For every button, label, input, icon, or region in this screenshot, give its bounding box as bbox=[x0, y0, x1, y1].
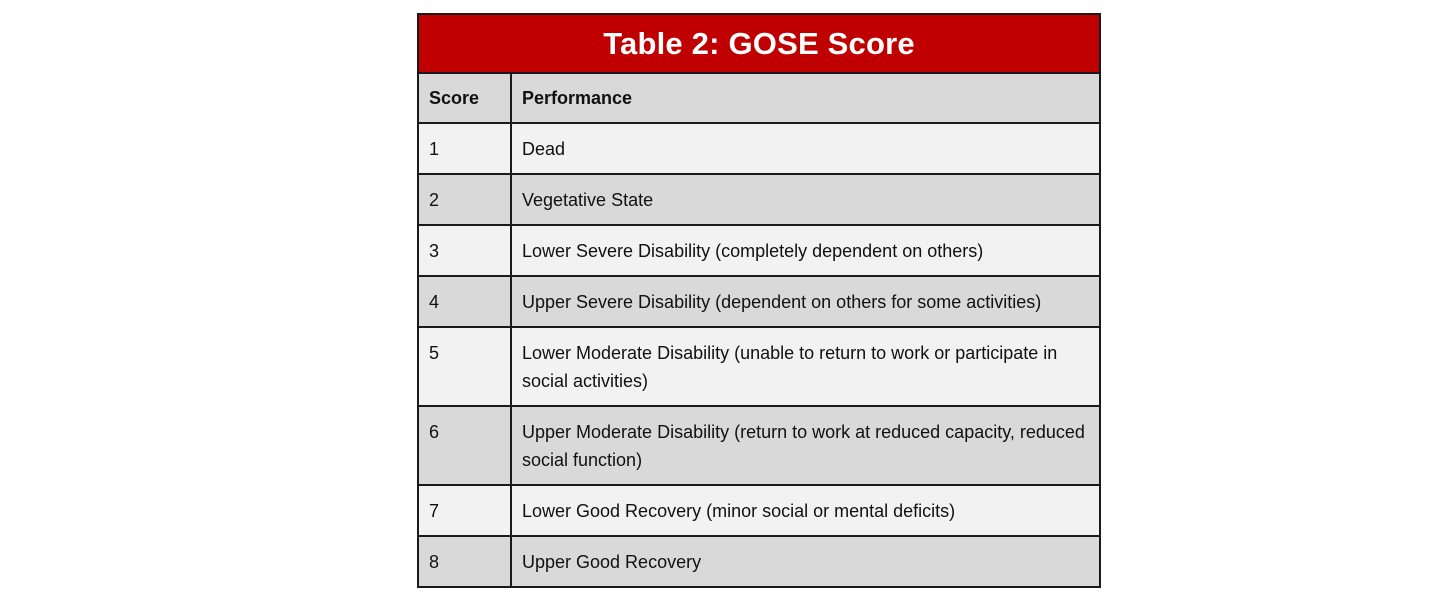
score-cell: 5 bbox=[419, 327, 511, 406]
performance-cell: Lower Good Recovery (minor social or mental deficits) bbox=[511, 485, 1099, 536]
gose-score-table bbox=[417, 13, 1101, 588]
score-cell: 1 bbox=[419, 123, 511, 174]
performance-cell: Lower Severe Disability (completely dependent on others) bbox=[511, 225, 1099, 276]
score-cell: 3 bbox=[419, 225, 511, 276]
table-title: Table 2: GOSE Score bbox=[419, 15, 1099, 74]
score-cell: 8 bbox=[419, 536, 511, 586]
column-header-performance: Performance bbox=[511, 74, 1099, 123]
column-header-score: Score bbox=[419, 74, 511, 123]
performance-cell: Dead bbox=[511, 123, 1099, 174]
table-row bbox=[419, 406, 1099, 485]
table-row bbox=[419, 536, 1099, 586]
table-header-row bbox=[419, 74, 1099, 123]
performance-cell: Lower Moderate Disability (unable to return to work or participate in social activities) bbox=[511, 327, 1099, 406]
table-row bbox=[419, 174, 1099, 225]
performance-cell: Upper Good Recovery bbox=[511, 536, 1099, 586]
performance-cell: Vegetative State bbox=[511, 174, 1099, 225]
table-row bbox=[419, 276, 1099, 327]
performance-cell: Upper Severe Disability (dependent on others for some activities) bbox=[511, 276, 1099, 327]
performance-cell: Upper Moderate Disability (return to work at reduced capacity, reduced social function) bbox=[511, 406, 1099, 485]
score-cell: 6 bbox=[419, 406, 511, 485]
table-row bbox=[419, 123, 1099, 174]
score-cell: 2 bbox=[419, 174, 511, 225]
score-cell: 4 bbox=[419, 276, 511, 327]
table-row bbox=[419, 225, 1099, 276]
score-cell: 7 bbox=[419, 485, 511, 536]
score-table-grid bbox=[419, 74, 1099, 586]
table-row bbox=[419, 485, 1099, 536]
table-row bbox=[419, 327, 1099, 406]
